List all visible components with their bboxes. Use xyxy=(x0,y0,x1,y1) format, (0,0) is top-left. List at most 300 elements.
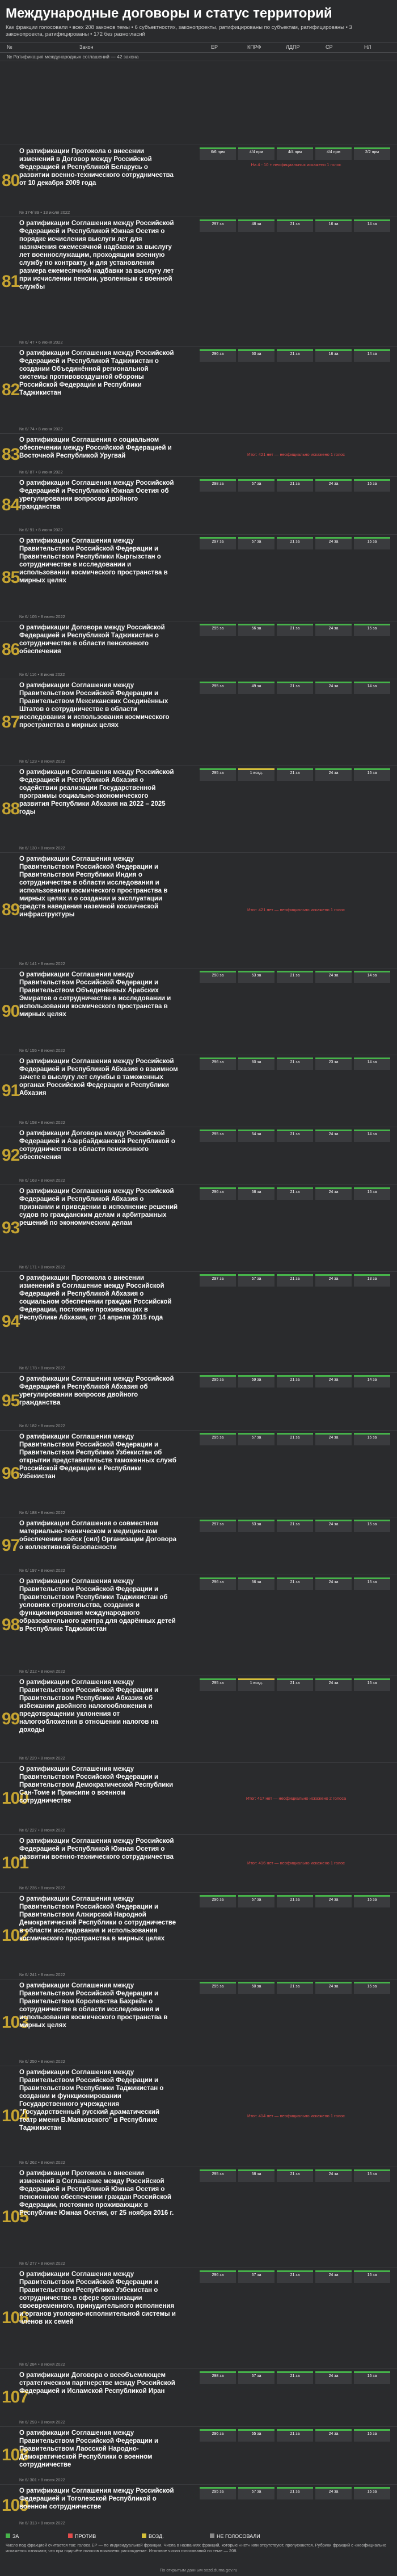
law-meta: № 6/ 171 • 8 июня 2022 xyxy=(19,1264,65,1270)
vote-bar xyxy=(354,1187,390,1189)
vote-count: 297 за xyxy=(212,540,224,544)
law-title[interactable]: О ратификации Соглашения между Правительством Российской Федерации и Правительством Объединённых Арабских Эмиратов о сотрудничестве в исследовании и использовании космического пространства в мирных целях xyxy=(19,971,171,1018)
legend-absent-swatch xyxy=(210,2533,214,2538)
vote-count: 57 за xyxy=(251,540,261,544)
vote-count: 295 за xyxy=(212,771,224,775)
vote-bar xyxy=(238,1433,274,1435)
vote-bar xyxy=(238,2270,274,2272)
law-title[interactable]: О ратификации Договора о всеобъемлющем стратегическом партнерстве между Российской Федерацией и Исламской Республикой Иран xyxy=(19,2372,175,2395)
law-row[interactable] xyxy=(0,1834,397,1892)
vote-bar xyxy=(277,2270,313,2272)
faction-cell xyxy=(277,1274,313,1287)
law-row[interactable] xyxy=(0,2368,397,2426)
vote-count: 14 за xyxy=(367,1132,377,1136)
law-meta: № 6/ 116 • 8 июня 2022 xyxy=(19,672,65,677)
law-row[interactable] xyxy=(0,679,397,765)
vote-bar xyxy=(238,219,274,221)
law-row[interactable] xyxy=(0,765,397,852)
vote-count: 21 за xyxy=(290,1378,300,1382)
law-title[interactable]: О ратификации Соглашения между Российской Федерацией и Республикой Южная Осетия о порядке исчисления выслуги лет для назначения ежемесячной надбавки за выслугу лет военнослужащим, проходящим военную службу по контракту, и для установления размера ежемесячной надбавки за выслугу лет при исчислении пенсии, уволенным с военной службы xyxy=(19,220,174,290)
law-title[interactable]: О ратификации Соглашения между Правительством Российской Федерации и Правительством Королевства Бахрейн о сотрудничестве в области исследования и использования космического пространства в мирных целях xyxy=(19,1982,168,2029)
law-meta: № 174/ 89 • 13 июля 2022 xyxy=(19,210,70,215)
vote-bar xyxy=(277,1577,313,1579)
vote-count: 57 за xyxy=(251,482,261,486)
vote-bar xyxy=(354,1678,390,1680)
law-meta: № 6/ 47 • 6 июня 2022 xyxy=(19,340,63,345)
law-title[interactable]: О ратификации Соглашения о социальном обеспечении между Российской Федерацией и Восточной Республикой Уругвай xyxy=(19,437,172,459)
vote-note: Итог: 421 нет — неофициально искажено 1 голос xyxy=(247,907,345,912)
law-row[interactable] xyxy=(0,1271,397,1372)
law-row[interactable] xyxy=(0,346,397,433)
vote-count: 15 за xyxy=(367,1898,377,1902)
faction-cell xyxy=(315,537,352,549)
faction-cell xyxy=(354,624,390,636)
col-faction-sr: СР xyxy=(326,44,333,50)
faction-cell xyxy=(354,1058,390,1070)
law-number: 80 xyxy=(2,171,20,190)
vote-note: Итог: 416 нет — неофициально искажено 1 голос xyxy=(247,1860,345,1866)
faction-cell xyxy=(315,1058,352,1070)
law-row[interactable] xyxy=(0,1575,397,1676)
law-number: 84 xyxy=(2,496,20,514)
vote-bar xyxy=(277,1433,313,1435)
law-title[interactable]: О ратификации Протокола о внесении изменений в Соглашение между Российской Федерацией и Республикой Южная Осетия о пенсионном обеспечении граждан Российской Федерации, постоянно проживающих в Республике Южная Осетия, от 25 ноября 2016 г. xyxy=(19,2170,174,2217)
vote-count: 15 за xyxy=(367,482,377,486)
col-num: № xyxy=(7,44,12,50)
faction-cell xyxy=(238,1058,274,1070)
law-title[interactable]: О ратификации Соглашения о совместном материально-техническом и медицинском обеспечении войск (сил) Организации Договора о коллективной безопасности xyxy=(19,1520,177,1551)
vote-count: 49 за xyxy=(251,684,261,688)
vote-bar xyxy=(354,768,390,770)
faction-cell xyxy=(277,2270,313,2283)
vote-count: 57 за xyxy=(251,1898,261,1902)
vote-bar xyxy=(277,624,313,625)
vote-bar xyxy=(354,2487,390,2489)
vote-count: 296 за xyxy=(212,352,224,356)
law-row[interactable] xyxy=(0,1127,397,1185)
vote-count: 57 за xyxy=(251,1277,261,1281)
faction-cell xyxy=(238,1520,274,1532)
law-title[interactable]: О ратификации Соглашения между Правительством Российской Федерации и Правительством Демократической Республики Сан-Томе и Принсипи о военном сотрудничестве xyxy=(19,1766,174,1804)
vote-count: 14 за xyxy=(367,1060,377,1064)
law-row[interactable] xyxy=(0,1762,397,1834)
faction-cell xyxy=(354,1678,390,1691)
faction-cell xyxy=(200,2371,236,2384)
faction-cell xyxy=(200,1187,236,1200)
legend-against: ПРОТИВ xyxy=(68,2533,96,2539)
law-number: 100 xyxy=(2,1789,29,1808)
footnote: Число под фракцией считается так: голоса ЕР — по индивидуальной фракции. Числа в названиях фракций, которые «нет» или отсутствуют, пропускаются. Рубрики фракций с «неофициально искажено» означают, что при подсчёте голосов выявлено расхождение. Итоговое число голосований по теме — 208. xyxy=(6,2543,387,2553)
vote-bar xyxy=(315,1520,352,1521)
law-row[interactable] xyxy=(0,476,397,534)
law-meta: № 6/ 220 • 8 июня 2022 xyxy=(19,1756,65,1761)
law-number: 86 xyxy=(2,640,20,659)
law-title[interactable]: О ратификации Соглашения между Российской Федерацией и Республикой Абхазия об урегулировании вопросов двойного гражданства xyxy=(19,1376,174,1406)
vote-count: 54 за xyxy=(251,1132,261,1136)
law-meta: № 6/ 313 • 8 июня 2022 xyxy=(19,2520,65,2526)
law-title[interactable]: О ратификации Соглашения между Правительством Российской Федерации и Правительством Республики Таджикистан об условиях строительства, создания и функционирования международного образовательного центра для одарённых детей в Республике Таджикистан xyxy=(19,1578,176,1632)
vote-bar xyxy=(315,1433,352,1435)
faction-cell xyxy=(277,1678,313,1691)
vote-bar xyxy=(200,2270,236,2272)
faction-cell xyxy=(354,1130,390,1142)
faction-cell xyxy=(354,1375,390,1388)
vote-count: 24 за xyxy=(328,1580,339,1584)
col-faction-ldpr: ЛДПР xyxy=(286,44,300,50)
law-meta: № 6/ 155 • 8 июня 2022 xyxy=(19,1048,65,1053)
faction-cell xyxy=(277,349,313,362)
law-title[interactable]: О ратификации Договора между Российской Федерацией и Азербайджанской Республикой о сотрудничестве в области пенсионного обеспечения xyxy=(19,1130,175,1161)
law-title[interactable]: О ратификации Соглашения между Правительством Российской Федерации и Правительством Республики Кыргызстан о сотрудничестве в исследовании и использовании космического пространства в мирных целях xyxy=(19,538,168,584)
faction-cell xyxy=(277,1577,313,1590)
vote-bar xyxy=(238,768,274,770)
vote-count: 21 за xyxy=(290,1060,300,1064)
law-title[interactable]: О ратификации Соглашения между Российской Федерацией и Республикой Абхазия о признании и приведении в исполнение решений судов по гражданским делам и арбитражных решений по экономическим делам xyxy=(19,1188,178,1226)
faction-cell xyxy=(200,2169,236,2182)
law-title[interactable]: О ратификации Соглашения между Правительством Российской Федерации и Правительством Республики Абхазия об избежании двойного налогообложения и предотвращении уклонения от налогообложения в отношении налогов на доходы xyxy=(19,1679,159,1733)
faction-cell xyxy=(277,219,313,232)
vote-count: 24 за xyxy=(328,1378,339,1382)
faction-cell xyxy=(200,2429,236,2442)
faction-cell xyxy=(354,349,390,362)
vote-count: 295 за xyxy=(212,1378,224,1382)
vote-count: 15 за xyxy=(367,1985,377,1989)
faction-cell xyxy=(354,971,390,983)
vote-bar xyxy=(200,1678,236,1680)
law-title[interactable]: О ратификации Протокола о внесении изменений в Договор между Российской Федерацией и Республикой Беларусь о развитии военно-технического сотрудничества от 10 декабря 2009 года xyxy=(19,148,174,187)
faction-cell xyxy=(315,1433,352,1445)
faction-cell xyxy=(200,1274,236,1287)
faction-cells xyxy=(200,1577,392,1617)
law-meta: № 6/ 158 • 8 июня 2022 xyxy=(19,1120,65,1125)
law-meta: № 6/ 235 • 8 июня 2022 xyxy=(19,1885,65,1890)
vote-count: 295 за xyxy=(212,2172,224,2176)
vote-bar xyxy=(315,1130,352,1131)
faction-cell xyxy=(200,219,236,232)
law-row[interactable] xyxy=(0,145,397,217)
vote-bar xyxy=(277,2487,313,2489)
faction-cell xyxy=(238,2169,274,2182)
law-number: 99 xyxy=(2,1710,20,1728)
vote-count: 298 за xyxy=(212,482,224,486)
law-number: 87 xyxy=(2,713,20,731)
vote-bar xyxy=(277,1058,313,1059)
law-title[interactable]: О ратификации Соглашения между Правительством Российской Федерации и Правительством Лаосской Народно-Демократической Республики о военном сотрудничестве xyxy=(19,2430,159,2468)
vote-count: 56 за xyxy=(251,627,261,631)
vote-bar xyxy=(354,1274,390,1276)
vote-bar xyxy=(200,2169,236,2171)
vote-bar xyxy=(238,1895,274,1897)
col-faction-kprf: КПРФ xyxy=(247,44,261,50)
vote-bar xyxy=(238,349,274,351)
vote-bar xyxy=(315,2169,352,2171)
credit: По открытым данным sozd.duma.gov.ru xyxy=(159,2567,238,2573)
vote-count: 58 за xyxy=(251,2172,261,2176)
vote-bar xyxy=(238,1274,274,1276)
vote-bar xyxy=(315,349,352,351)
law-title[interactable]: О ратификации Соглашения между Российской Федерацией и Республикой Южная Осетия об урегулировании вопросов двойного гражданства xyxy=(19,480,174,510)
vote-count: 14 за xyxy=(367,222,377,226)
faction-cells xyxy=(200,2371,392,2411)
faction-cell xyxy=(277,2487,313,2499)
law-row[interactable] xyxy=(0,1185,397,1271)
faction-cells xyxy=(200,1375,392,1415)
vote-bar xyxy=(238,682,274,683)
law-row[interactable] xyxy=(0,2268,397,2368)
law-meta: № 6/ 178 • 8 июня 2022 xyxy=(19,1365,65,1371)
law-title[interactable]: О ратификации Соглашения между Российской Федерацией и Тоголезской Республикой о военном сотрудничестве xyxy=(19,2488,174,2510)
faction-cells xyxy=(200,2169,392,2209)
faction-cell xyxy=(238,2429,274,2442)
law-title[interactable]: О ратификации Соглашения между Российской Федерацией и Республикой Таджикистан о создании Объединённой региональной системы противовоздушной обороны Российской Федерации и Республики Таджикистан xyxy=(19,350,174,396)
vote-count: 21 за xyxy=(290,2490,300,2494)
vote-bar xyxy=(277,479,313,481)
faction-cell xyxy=(238,2487,274,2499)
legend-abstain-swatch xyxy=(142,2533,146,2538)
faction-cell xyxy=(277,537,313,549)
vote-count: 24 за xyxy=(328,2172,339,2176)
vote-count: 24 за xyxy=(328,1681,339,1685)
law-number: 89 xyxy=(2,900,20,919)
law-meta: № 6/ 277 • 8 июня 2022 xyxy=(19,2261,65,2266)
law-row[interactable] xyxy=(0,433,397,476)
law-row[interactable] xyxy=(0,968,397,1055)
vote-count: 295 за xyxy=(212,1985,224,1989)
vote-count: 15 за xyxy=(367,1436,377,1440)
page-subtitle: Как фракции голосовали • всех 208 законов темы • 6 субъектностях, законопроекты, ратифицированы по субъектам, ратифицированы • 3 законопроекта, ратифицированы • 172 без разногласий xyxy=(6,24,352,37)
faction-cell xyxy=(354,537,390,549)
page-title: Международные договоры и статус территорий xyxy=(6,6,332,21)
vote-bar xyxy=(238,147,274,149)
faction-cell xyxy=(354,1274,390,1287)
law-meta: № 6/ 163 • 8 июня 2022 xyxy=(19,1178,65,1183)
vote-bar xyxy=(354,2270,390,2272)
law-number: 109 xyxy=(2,2496,29,2515)
faction-cell xyxy=(200,1678,236,1691)
vote-count: 21 за xyxy=(290,684,300,688)
law-title[interactable]: О ратификации Соглашения между Правительством Российской Федерации и Правительством Мексиканских Соединённых Штатов о сотрудничестве в области исследования и использования космического пространства в мирных целях xyxy=(19,682,170,729)
vote-bar xyxy=(277,1274,313,1276)
col-faction-nl: НЛ xyxy=(364,44,371,50)
faction-cell xyxy=(277,147,313,160)
vote-bar xyxy=(315,971,352,972)
faction-cells xyxy=(200,1058,392,1097)
vote-count: 23 за xyxy=(328,1060,339,1064)
law-meta: № 6/ 227 • 8 июня 2022 xyxy=(19,1828,65,1833)
law-title[interactable]: О ратификации Соглашения между Российской Федерацией и Республикой Абхазия о содействии реализации Государственной программы социально-экономического развития Республики Абхазия на 2022 – 2025 годы xyxy=(19,769,174,815)
law-number: 106 xyxy=(2,2308,29,2327)
faction-cell xyxy=(238,1895,274,1907)
vote-count: 21 за xyxy=(290,1898,300,1902)
faction-cell xyxy=(354,219,390,232)
vote-count: 21 за xyxy=(290,1436,300,1440)
column-header xyxy=(0,43,397,53)
vote-count: 60 за xyxy=(251,1060,261,1064)
law-meta: № 6/ 130 • 8 июня 2022 xyxy=(19,845,65,851)
vote-bar xyxy=(200,682,236,683)
law-meta: № 6/ 212 • 8 июня 2022 xyxy=(19,1669,65,1674)
faction-cells xyxy=(200,147,392,187)
vote-count: 24 за xyxy=(328,771,339,775)
col-faction-er: ЕР xyxy=(211,44,218,50)
law-title[interactable]: О ратификации Протокола о внесении изменений в Соглашение между Российской Федерацией и Республикой Абхазия о социальном обеспечении граждан Российской Федерации, постоянно проживающих в Республике Абхазия, от 14 апреля 2015 года xyxy=(19,1275,172,1321)
faction-cell xyxy=(315,147,352,160)
faction-cell xyxy=(315,1982,352,1994)
faction-cell xyxy=(200,768,236,781)
law-number: 107 xyxy=(2,2388,29,2406)
vote-bar xyxy=(277,2169,313,2171)
vote-count: 21 за xyxy=(290,1985,300,1989)
faction-cell xyxy=(238,1982,274,1994)
vote-bar xyxy=(315,1982,352,1983)
law-row[interactable] xyxy=(0,1892,397,1979)
faction-cell xyxy=(238,971,274,983)
law-title[interactable]: О ратификации Договора между Российской Федерацией и Республикой Таджикистан о сотрудничестве в области пенсионного обеспечения xyxy=(19,624,165,655)
vote-count: 298 за xyxy=(212,974,224,978)
vote-bar xyxy=(354,1520,390,1521)
faction-cell xyxy=(354,2169,390,2182)
faction-cell xyxy=(315,2371,352,2384)
vote-bar xyxy=(277,537,313,539)
faction-cell xyxy=(354,682,390,694)
vote-bar xyxy=(200,1982,236,1983)
vote-count: 21 за xyxy=(290,1522,300,1526)
vote-count: 295 за xyxy=(212,1132,224,1136)
vote-count: 58 за xyxy=(251,1190,261,1194)
law-row[interactable] xyxy=(0,852,397,968)
faction-cell xyxy=(238,219,274,232)
vote-bar xyxy=(354,682,390,683)
law-title[interactable]: О ратификации Соглашения между Российской Федерацией и Республикой Абхазия о взаимном зачете в выслугу лет службы в таможенных органах Российской Федерации и Республики Абхазия xyxy=(19,1058,178,1097)
law-meta: № 6/ 293 • 8 июня 2022 xyxy=(19,2420,65,2425)
vote-bar xyxy=(277,768,313,770)
faction-cells xyxy=(200,219,392,259)
vote-bar xyxy=(354,1433,390,1435)
vote-count: 1 возд. xyxy=(250,771,263,775)
vote-count: 21 за xyxy=(290,1132,300,1136)
vote-count: 15 за xyxy=(367,627,377,631)
legend-for: ЗА xyxy=(6,2533,19,2539)
faction-cell xyxy=(315,682,352,694)
faction-cell xyxy=(354,2487,390,2499)
vote-count: 296 за xyxy=(212,2273,224,2277)
header xyxy=(0,0,397,40)
law-row[interactable] xyxy=(0,1979,397,2066)
faction-cell xyxy=(200,479,236,492)
faction-cell xyxy=(200,1058,236,1070)
vote-count: 24 за xyxy=(328,974,339,978)
law-row[interactable] xyxy=(0,1372,397,1430)
faction-cell xyxy=(200,1577,236,1590)
faction-cell xyxy=(315,768,352,781)
faction-cell xyxy=(315,2429,352,2442)
law-row[interactable] xyxy=(0,1517,397,1575)
vote-bar xyxy=(315,682,352,683)
vote-bar xyxy=(315,2371,352,2373)
vote-bar xyxy=(238,624,274,625)
law-title[interactable]: О ратификации Соглашения между Правительством Российской Федерации и Правительством Республики Индия о сотрудничестве в области исследования и использования космического пространства в мирных целях и о создании и эксплуатации средств наведения наземной космической инфраструктуры xyxy=(19,856,168,918)
vote-bar xyxy=(354,2371,390,2373)
section-label: № Ратификация международных соглашений — 42 закона xyxy=(0,53,397,61)
vote-count: 21 за xyxy=(290,1681,300,1685)
vote-bar xyxy=(277,1130,313,1131)
faction-cells xyxy=(200,624,392,663)
law-row[interactable] xyxy=(0,1055,397,1127)
faction-cells xyxy=(200,479,392,519)
faction-cell xyxy=(200,537,236,549)
vote-count: 24 за xyxy=(328,1277,339,1281)
vote-count: 24 за xyxy=(328,627,339,631)
law-row[interactable] xyxy=(0,2426,397,2484)
vote-bar xyxy=(277,971,313,972)
faction-cell xyxy=(277,1058,313,1070)
vote-count: 15 за xyxy=(367,2273,377,2277)
faction-cell xyxy=(354,768,390,781)
law-title[interactable]: О ратификации Соглашения между Российской Федерацией и Республикой Южная Осетия о развитии военно-технического сотрудничества xyxy=(19,1838,174,1860)
vote-count: 295 за xyxy=(212,1681,224,1685)
vote-count: 53 за xyxy=(251,974,261,978)
vote-count: 24 за xyxy=(328,1132,339,1136)
faction-cell xyxy=(200,1895,236,1907)
law-meta: № 6/ 105 • 8 июня 2022 xyxy=(19,614,65,619)
vote-bar xyxy=(315,219,352,221)
faction-cell xyxy=(315,1274,352,1287)
vote-bar xyxy=(354,624,390,625)
law-meta: № 6/ 250 • 8 июня 2022 xyxy=(19,2059,65,2064)
faction-cell xyxy=(238,349,274,362)
vote-bar xyxy=(277,2371,313,2373)
vote-count: 24 за xyxy=(328,2490,339,2494)
vote-bar xyxy=(315,1058,352,1059)
vote-bar xyxy=(277,349,313,351)
faction-cell xyxy=(315,349,352,362)
law-title[interactable]: О ратификации Соглашения между Правительством Российской Федерации и Правительством Республики Узбекистан об открытии представительств таможенных служб Российской Федерации и Республики Узбекистан xyxy=(19,1433,177,1480)
vote-bar xyxy=(315,624,352,625)
legend-absent: НЕ ГОЛОСОВАЛИ xyxy=(210,2533,260,2539)
vote-bar xyxy=(315,2270,352,2272)
law-row[interactable] xyxy=(0,621,397,679)
vote-count: 24 за xyxy=(328,1898,339,1902)
faction-cells xyxy=(200,1895,392,1935)
law-title[interactable]: О ратификации Соглашения между Правительством Российской Федерации и Правительством Алжирской Народной Демократической Республики о сотрудничестве в области исследования и использования космического пространства в мирных целях xyxy=(19,1896,176,1942)
law-meta: № 6/ 301 • 8 июня 2022 xyxy=(19,2477,65,2482)
law-row[interactable] xyxy=(0,1676,397,1762)
vote-count: 15 за xyxy=(367,771,377,775)
vote-count: 297 за xyxy=(212,222,224,226)
law-row[interactable] xyxy=(0,534,397,621)
vote-note: Итог: 414 нет — неофициально искажено 1 голос xyxy=(247,2113,345,2118)
vote-count: 24 за xyxy=(328,684,339,688)
faction-cell xyxy=(315,971,352,983)
law-row[interactable] xyxy=(0,2066,397,2167)
vote-bar xyxy=(200,971,236,972)
law-row[interactable] xyxy=(0,2484,397,2527)
law-number: 95 xyxy=(2,1391,20,1410)
faction-cell xyxy=(277,2371,313,2384)
law-title[interactable]: О ратификации Соглашения между Правительством Российской Федерации и Правительством Республики Узбекистан о сотрудничестве в сфере организации своевременного, принудительного исполнения и органов уголовно-исполнительной системы и членов их семей xyxy=(19,2271,176,2325)
vote-bar xyxy=(315,1895,352,1897)
law-row[interactable] xyxy=(0,217,397,346)
vote-bar xyxy=(315,1577,352,1579)
law-row[interactable] xyxy=(0,1430,397,1517)
faction-cell xyxy=(354,1520,390,1532)
law-row[interactable] xyxy=(0,2167,397,2268)
vote-bar xyxy=(315,1678,352,1680)
vote-bar xyxy=(200,2371,236,2373)
vote-count: 296 за xyxy=(212,1898,224,1902)
vote-bar xyxy=(238,1130,274,1131)
law-title[interactable]: О ратификации Соглашения между Правительством Российской Федерации и Правительством Республики Таджикистан о создании и функционировании Государственного учреждения "Государственный русский драматический театр имени В.Маяковского" в Республике Таджикистан xyxy=(19,2069,164,2131)
